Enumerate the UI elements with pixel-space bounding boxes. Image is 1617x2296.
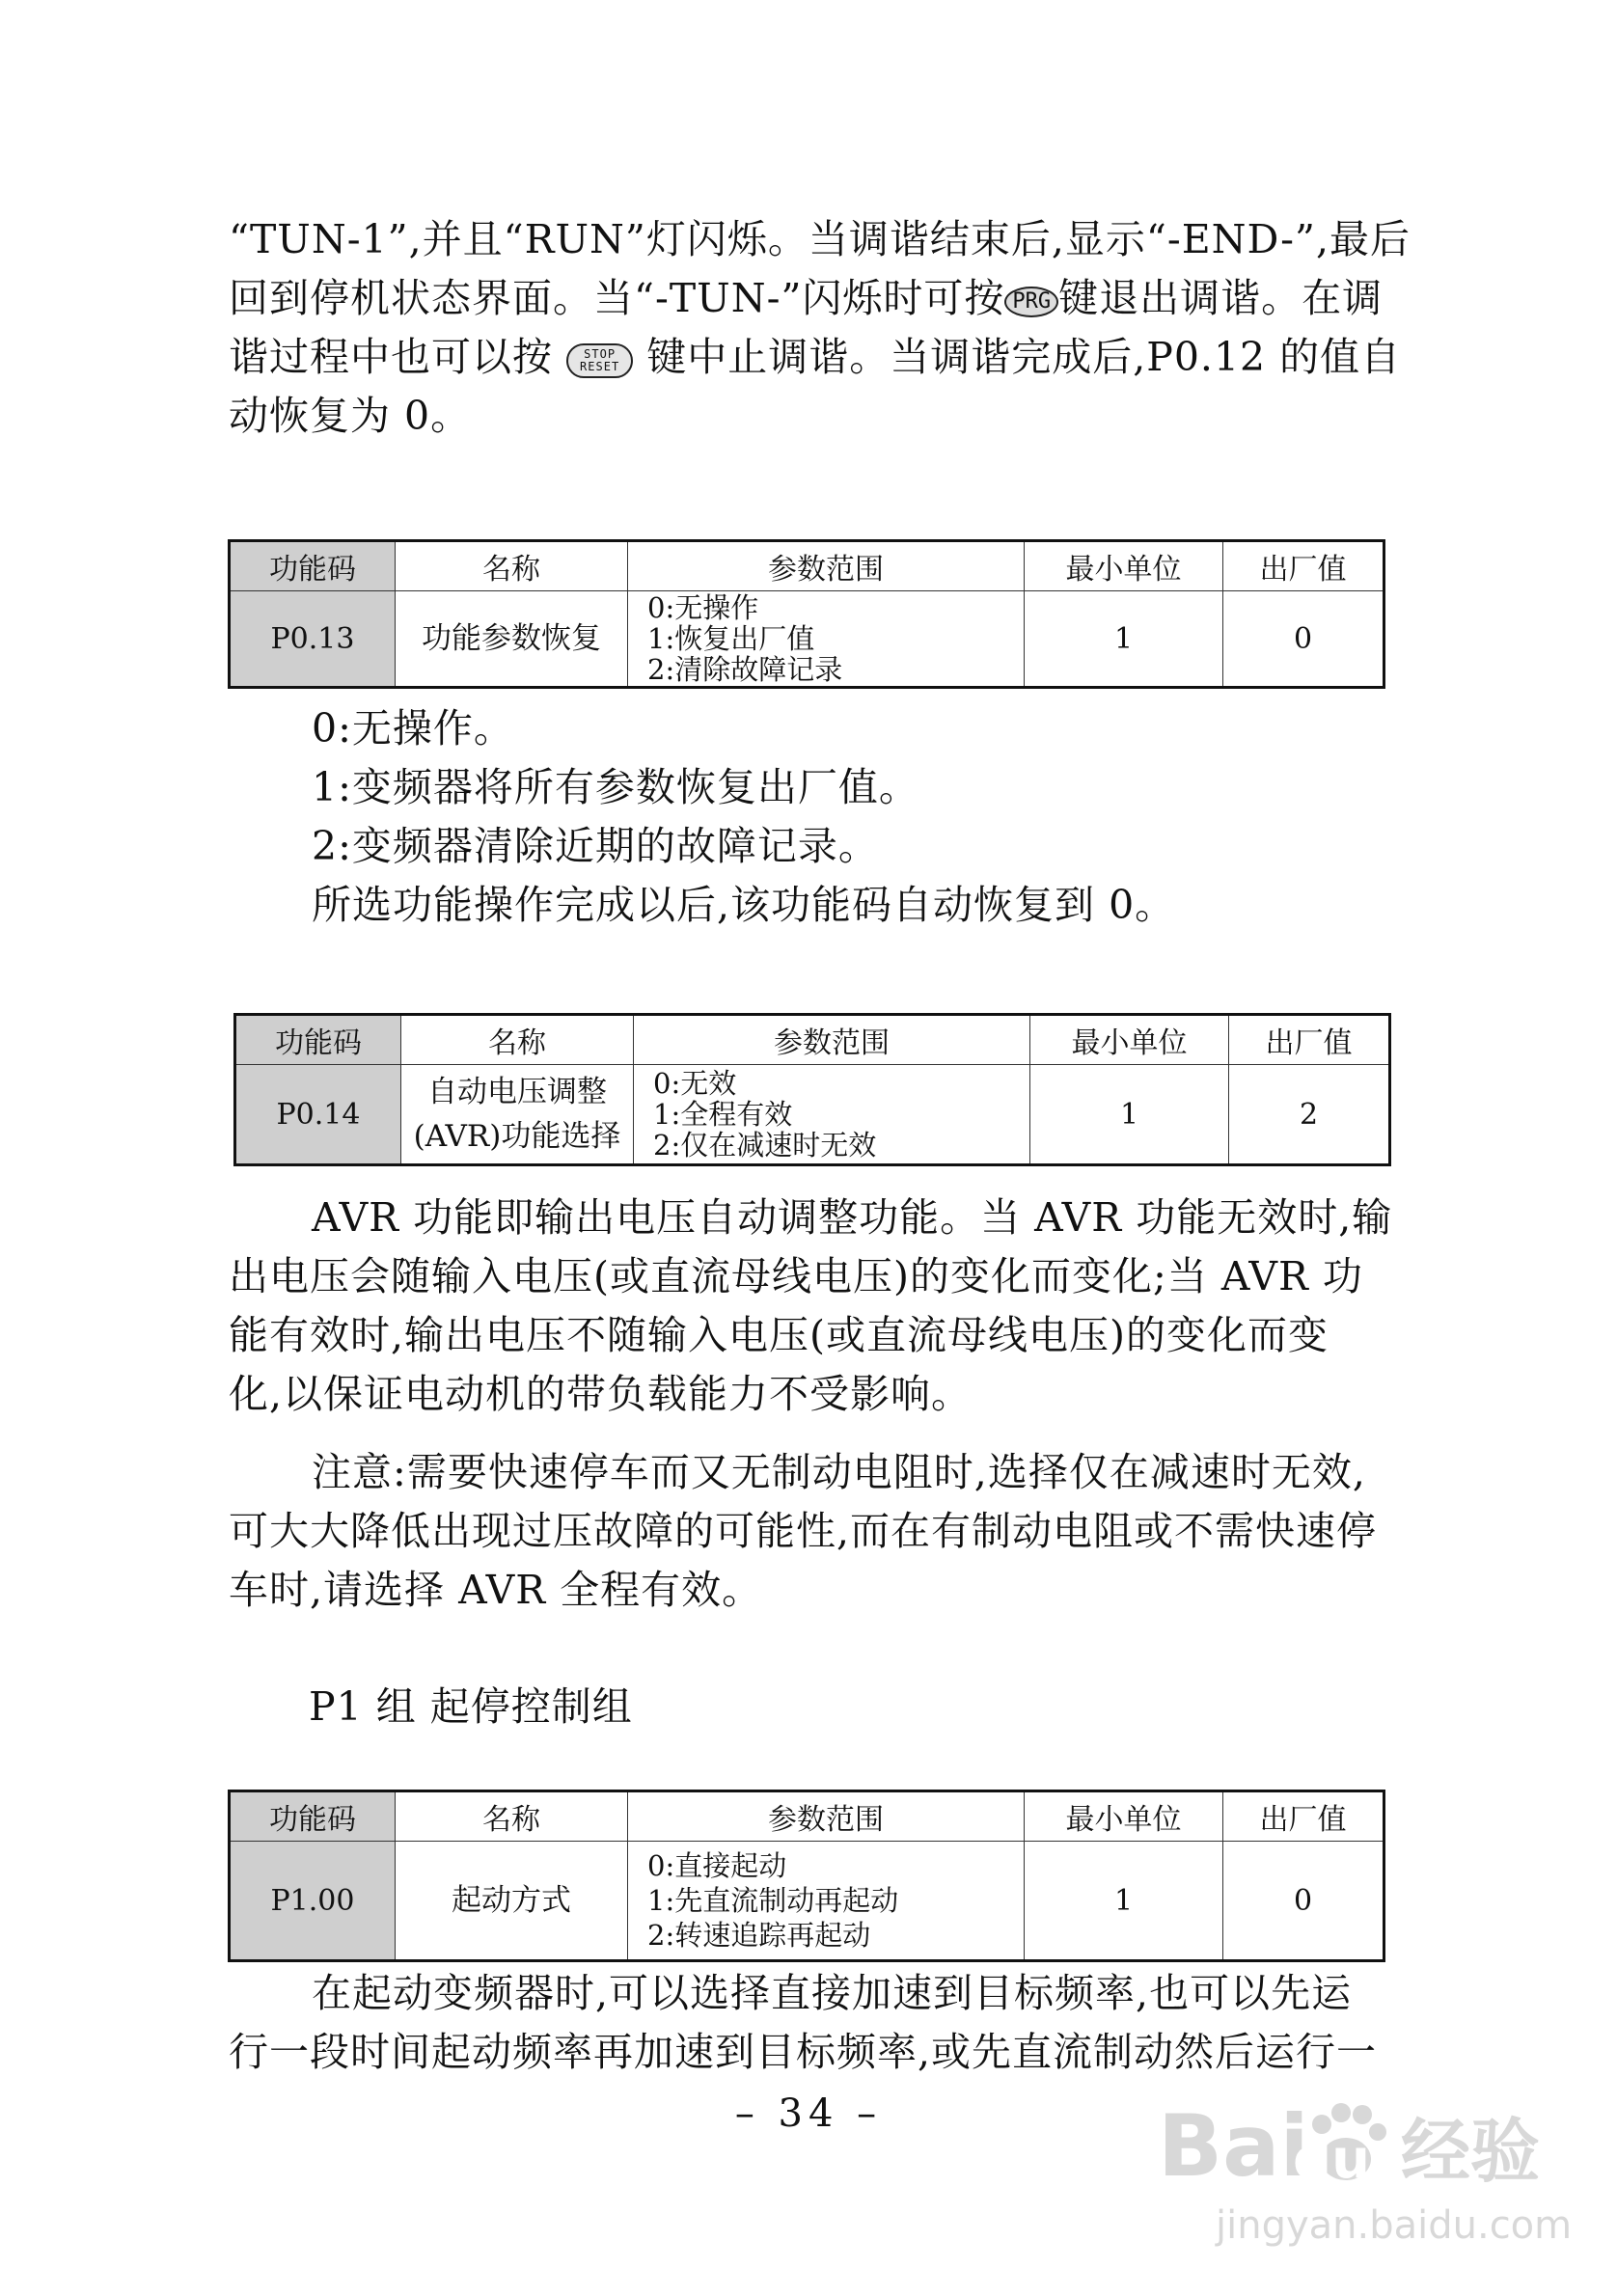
watermark-brand2: du [1293, 2128, 1370, 2191]
note-paragraph [229, 1443, 1398, 1620]
header-code: 功能码 [230, 541, 396, 591]
stop-key-label: STOP [584, 346, 617, 361]
note-line: 车时,请选择 AVR 全程有效。 [229, 1567, 763, 1613]
cell-range [628, 1842, 1025, 1961]
range-option: 2:仅在减速时无效 [653, 1129, 877, 1162]
range-option: 1:全程有效 [653, 1098, 793, 1131]
cell-name [401, 1065, 634, 1165]
header-default: 出厂值 [1223, 1791, 1384, 1842]
header-name: 名称 [396, 541, 628, 591]
avr-line: 出电压会随输入电压(或直流母线电压)的变化而变化;当 AVR 功 [229, 1253, 1363, 1299]
cell-range [634, 1065, 1030, 1165]
intro-paragraph [229, 210, 1411, 446]
range-option: 0:直接起动 [647, 1849, 787, 1882]
header-unit: 最小单位 [1030, 1015, 1229, 1065]
header-range: 参数范围 [634, 1015, 1030, 1065]
intro-line-3-tail: 键中止调谐。当调谐完成后,P0.12 的值自 [646, 334, 1402, 380]
intro-line-2-text: 回到停机状态界面。当“-TUN-”闪烁时可按 [229, 275, 1005, 321]
cell-default: 0 [1223, 591, 1384, 688]
cell-default: 0 [1223, 1842, 1384, 1961]
watermark-brand-cn: 经验 [1401, 2111, 1541, 2192]
header-range: 参数范围 [628, 541, 1025, 591]
header-default: 出厂值 [1223, 541, 1384, 591]
intro-line-3 [229, 328, 1402, 387]
intro-line-2-tail: 键退出调谐。在调 [1058, 275, 1384, 321]
cell-default: 2 [1229, 1065, 1390, 1165]
name-line: (AVR)功能选择 [413, 1119, 621, 1154]
range-option: 1:恢复出厂值 [647, 622, 815, 655]
param-table-p014 [233, 1013, 1391, 1166]
desc-line: 1:变频器将所有参数恢复出厂值。 [312, 764, 919, 810]
intro-line-3-text: 谐过程中也可以按 [229, 334, 553, 380]
watermark-brand: Bai [1158, 2096, 1309, 2196]
page-number: – 34 – [734, 2091, 883, 2136]
header-default: 出厂值 [1229, 1015, 1390, 1065]
p013-description [229, 699, 1398, 935]
cell-unit: 1 [1025, 1842, 1223, 1961]
cell-range [628, 591, 1025, 688]
intro-line-1: “TUN-1”,并且“RUN”灯闪烁。当调谐结束后,显示“-END-”,最后 [229, 216, 1411, 262]
start-line: 行一段时间起动频率再加速到目标频率,或先直流制动然后运行一 [229, 2029, 1378, 2075]
cell-code: P0.13 [230, 591, 396, 688]
baidu-watermark-logo [1148, 2084, 1592, 2257]
table-row [230, 591, 1384, 688]
section-title: P1 组 起停控制组 [309, 1683, 633, 1730]
header-range: 参数范围 [628, 1791, 1025, 1842]
avr-line: AVR 功能即输出电压自动调整功能。当 AVR 功能无效时,输 [312, 1194, 1393, 1241]
desc-line: 2:变频器清除近期的故障记录。 [312, 823, 879, 869]
watermark-url: jingyan.baidu.com [1216, 2203, 1573, 2248]
desc-line: 所选功能操作完成以后,该功能码自动恢复到 0。 [312, 882, 1176, 928]
header-code: 功能码 [235, 1015, 401, 1065]
range-option: 0:无操作 [647, 591, 759, 624]
avr-paragraph [229, 1189, 1398, 1424]
start-line: 在起动变频器时,可以选择直接加速到目标频率,也可以先运 [312, 1970, 1353, 2016]
desc-line: 0:无操作。 [312, 705, 514, 752]
header-unit: 最小单位 [1025, 541, 1223, 591]
cell-name: 起动方式 [396, 1842, 628, 1961]
reset-key-label: RESET [580, 359, 620, 373]
table-row [235, 1065, 1390, 1165]
name-line: 自动电压调整 [427, 1075, 607, 1109]
table-row [230, 1842, 1384, 1961]
cell-name: 功能参数恢复 [396, 591, 628, 688]
note-line: 注意:需要快速停车而又无制动电阻时,选择仅在减速时无效, [312, 1449, 1366, 1495]
start-paragraph [229, 1964, 1398, 2082]
cell-unit: 1 [1030, 1065, 1229, 1165]
cell-code: P1.00 [230, 1842, 396, 1961]
param-table-p100 [228, 1790, 1385, 1962]
range-option: 0:无效 [653, 1067, 737, 1100]
header-name: 名称 [396, 1791, 628, 1842]
avr-line: 化,以保证电动机的带负载能力不受影响。 [229, 1371, 973, 1417]
range-option: 2:清除故障记录 [647, 653, 843, 686]
table-header-row [230, 541, 1384, 591]
table-header-row [235, 1015, 1390, 1065]
note-line: 可大大降低出现过压故障的可能性,而在有制动电阻或不需快速停 [229, 1508, 1378, 1554]
avr-line: 能有效时,输出电压不随输入电压(或直流母线电压)的变化而变 [229, 1312, 1329, 1358]
stop-reset-key-icon [566, 343, 633, 378]
range-option: 2:转速追踪再起动 [647, 1919, 871, 1952]
intro-line-4: 动恢复为 0。 [229, 393, 472, 439]
param-table-p013 [228, 539, 1385, 689]
header-code: 功能码 [230, 1791, 396, 1842]
header-name: 名称 [401, 1015, 634, 1065]
table-header-row [230, 1791, 1384, 1842]
range-option: 1:先直流制动再起动 [647, 1884, 899, 1917]
prg-key-icon: PRG [1004, 287, 1058, 317]
header-unit: 最小单位 [1025, 1791, 1223, 1842]
intro-line-2 [229, 269, 1398, 328]
cell-code: P0.14 [235, 1065, 401, 1165]
cell-unit: 1 [1025, 591, 1223, 688]
